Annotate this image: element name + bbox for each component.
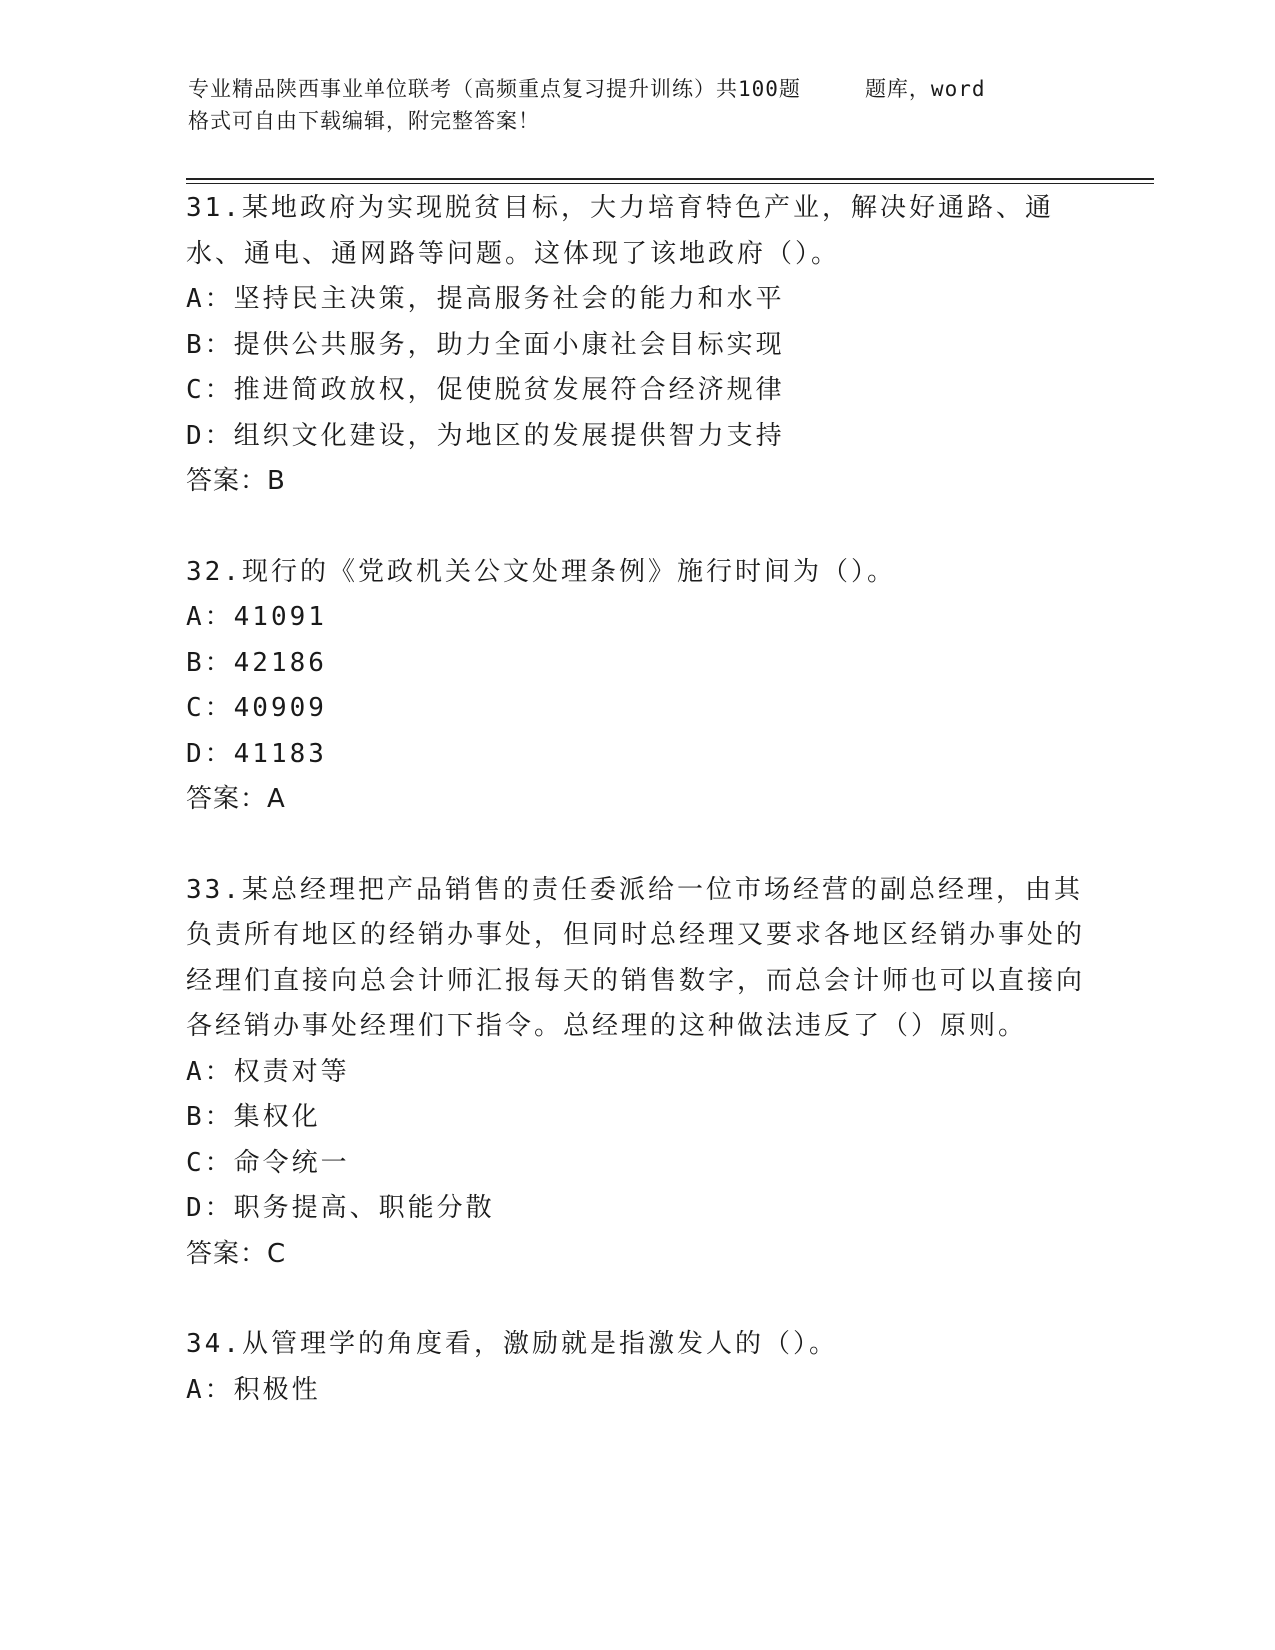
answer-line: 答案：B [186, 466, 286, 496]
question-stem: 31.某地政府为实现脱贫目标，大力培育特色产业，解决好通路、通水、通电、通网路等问题。这体现了该地政府（）。 [186, 193, 1054, 269]
question-33 [186, 868, 1086, 1278]
option-d: D：职务提高、职能分散 [186, 1193, 495, 1223]
page-header [188, 73, 1088, 137]
question-34 [186, 1322, 1086, 1413]
option-b: B：42186 [186, 647, 327, 678]
option-c: C：推进简政放权，促使脱贫发展符合经济规律 [186, 375, 785, 405]
option-a: A：坚持民主决策，提高服务社会的能力和水平 [186, 284, 785, 314]
option-d: D：组织文化建设，为地区的发展提供智力支持 [186, 420, 785, 451]
question-stem: 33.某总经理把产品销售的责任委派给一位市场经营的副总经理，由其负责所有地区的经销办事处，但同时总经理又要求各地区经销办事处的经理们直接向总会计师汇报每天的销售数字，而总会计师也可以直接向各经销办事处经理们下指令。总经理的这种做法违反了（）原则。 [186, 874, 1086, 1041]
header-line-2: 格式可自由下载编辑，附完整答案！ [188, 109, 540, 133]
question-list [186, 186, 1086, 1458]
question-stem: 34.从管理学的角度看，激励就是指激发人的（）。 [186, 1329, 838, 1359]
question-31 [186, 186, 1086, 505]
question-stem: 32.现行的《党政机关公文处理条例》施行时间为（）。 [186, 556, 896, 587]
answer-line: 答案：C [186, 1238, 287, 1269]
option-b: B：提供公共服务，助力全面小康社会目标实现 [186, 329, 785, 360]
option-a: A：41091 [186, 602, 327, 632]
option-b: B：集权化 [186, 1102, 321, 1132]
question-32 [186, 550, 1086, 823]
option-c: C：40909 [186, 693, 327, 723]
option-a: A：权责对等 [186, 1056, 350, 1087]
option-c: C：命令统一 [186, 1147, 350, 1178]
header-line-1 [188, 73, 1088, 105]
header-divider-thick [186, 178, 1154, 180]
header-title: 专业精品陕西事业单位联考（高频重点复习提升训练）共100题 [188, 77, 801, 101]
option-d: D：41183 [186, 738, 327, 769]
header-divider-thin [186, 183, 1154, 184]
header-title-suffix: 题库，word [864, 77, 986, 101]
answer-line: 答案：A [186, 784, 286, 814]
option-a: A：积极性 [186, 1374, 321, 1405]
